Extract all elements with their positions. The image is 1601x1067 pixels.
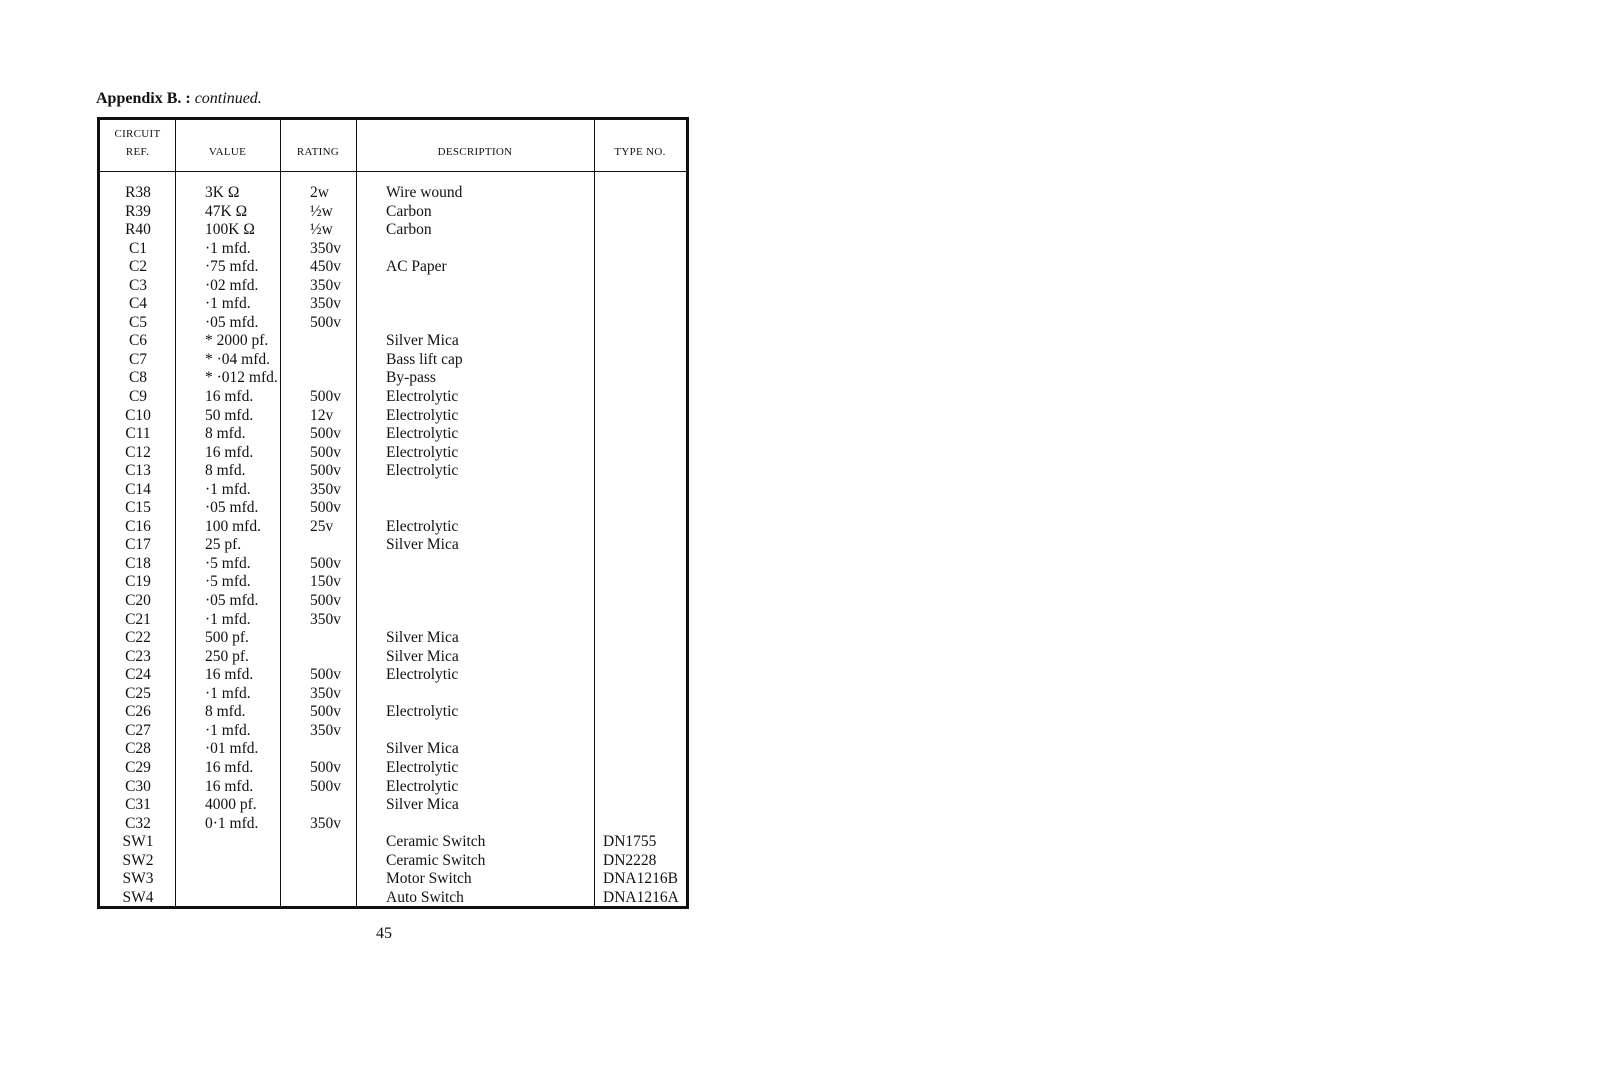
cell-type-no: DN2228 xyxy=(603,851,657,869)
cell-rating: 450v xyxy=(310,258,341,276)
cell-description: Electrolytic xyxy=(386,462,459,480)
cell-rating: 350v xyxy=(310,239,341,257)
table-row xyxy=(100,852,686,871)
header-type-no-label: TYPE NO. xyxy=(614,146,666,158)
cell-circuit-ref: C3 xyxy=(128,276,148,294)
table-row xyxy=(100,184,686,203)
cell-value: ·1 mfd. xyxy=(205,610,251,628)
cell-circuit-ref: C30 xyxy=(125,777,151,795)
cell-description: Ceramic Switch xyxy=(386,851,486,869)
header-value xyxy=(175,120,280,171)
cell-circuit-ref: SW2 xyxy=(122,851,154,869)
cell-type-no: DNA1216A xyxy=(603,888,679,906)
cell-circuit-ref: C19 xyxy=(125,573,151,591)
table-row xyxy=(100,277,686,296)
cell-circuit-ref: C17 xyxy=(125,536,151,554)
table-row xyxy=(100,870,686,889)
table-row xyxy=(100,462,686,481)
cell-description: Carbon xyxy=(386,202,432,220)
cell-description: Ceramic Switch xyxy=(386,833,486,851)
table-row xyxy=(100,629,686,648)
continued-note: continued. xyxy=(194,90,262,107)
table-row xyxy=(100,369,686,388)
cell-rating: 500v xyxy=(310,758,341,776)
cell-value: ·1 mfd. xyxy=(205,684,251,702)
table-row xyxy=(100,314,686,333)
header-type-no xyxy=(594,120,686,171)
cell-value: 16 mfd. xyxy=(205,666,254,684)
cell-value: 16 mfd. xyxy=(205,758,254,776)
cell-circuit-ref: C13 xyxy=(125,462,151,480)
cell-circuit-ref: C8 xyxy=(128,369,148,387)
cell-value: 100K Ω xyxy=(205,221,255,239)
header-rating xyxy=(280,120,356,171)
table-row xyxy=(100,444,686,463)
cell-circuit-ref: C2 xyxy=(128,258,148,276)
cell-rating: 25v xyxy=(310,517,334,535)
cell-description: Electrolytic xyxy=(386,406,459,424)
table-row xyxy=(100,759,686,778)
header-description-label: DESCRIPTION xyxy=(437,146,513,158)
cell-rating: 500v xyxy=(310,425,341,443)
cell-description: Electrolytic xyxy=(386,517,459,535)
table-row xyxy=(100,648,686,667)
table-row xyxy=(100,203,686,222)
cell-rating: 350v xyxy=(310,276,341,294)
cell-value: 16 mfd. xyxy=(205,388,254,406)
cell-value: ·5 mfd. xyxy=(205,573,251,591)
cell-description: Electrolytic xyxy=(386,703,459,721)
cell-rating: 500v xyxy=(310,703,341,721)
header-circuit-ref xyxy=(100,120,175,171)
cell-circuit-ref: C31 xyxy=(125,796,151,814)
cell-rating: 500v xyxy=(310,592,341,610)
table-row xyxy=(100,666,686,685)
cell-value: ·05 mfd. xyxy=(205,592,259,610)
table-row xyxy=(100,258,686,277)
cell-rating: 150v xyxy=(310,573,341,591)
cell-value: ·01 mfd. xyxy=(205,740,259,758)
cell-circuit-ref: C6 xyxy=(128,332,148,350)
cell-rating: 12v xyxy=(310,406,334,424)
cell-rating: 350v xyxy=(310,814,341,832)
table-row xyxy=(100,703,686,722)
cell-rating: 500v xyxy=(310,462,341,480)
header-rating-label: RATING xyxy=(296,146,340,158)
cell-value: 47K Ω xyxy=(205,202,248,220)
cell-circuit-ref: SW4 xyxy=(122,888,154,906)
cell-type-no: DN1755 xyxy=(603,833,657,851)
cell-rating: 350v xyxy=(310,480,341,498)
table-row xyxy=(100,778,686,797)
cell-rating: 500v xyxy=(310,313,341,331)
cell-description: Silver Mica xyxy=(386,332,459,350)
table-row xyxy=(100,351,686,370)
cell-rating: 500v xyxy=(310,666,341,684)
cell-rating: ½w xyxy=(310,202,333,220)
cell-description: Motor Switch xyxy=(386,870,472,888)
cell-circuit-ref: C32 xyxy=(125,814,151,832)
cell-rating: 2w xyxy=(310,184,329,201)
cell-circuit-ref: C7 xyxy=(128,350,148,368)
table-row xyxy=(100,499,686,518)
cell-description: Carbon xyxy=(386,221,432,239)
cell-value: 8 mfd. xyxy=(205,703,246,721)
components-table xyxy=(97,117,689,909)
cell-value: 4000 pf. xyxy=(205,796,257,814)
cell-circuit-ref: C10 xyxy=(125,406,151,424)
table-row xyxy=(100,611,686,630)
cell-value: ·1 mfd. xyxy=(205,480,251,498)
cell-circuit-ref: C26 xyxy=(125,703,151,721)
cell-value: ·1 mfd. xyxy=(205,295,251,313)
cell-rating: 350v xyxy=(310,610,341,628)
cell-circuit-ref: C15 xyxy=(125,499,151,517)
cell-rating: 350v xyxy=(310,721,341,739)
cell-value: 250 pf. xyxy=(205,647,249,665)
table-row xyxy=(100,407,686,426)
cell-circuit-ref: C5 xyxy=(128,313,148,331)
cell-value: ·02 mfd. xyxy=(205,276,259,294)
cell-value: ·05 mfd. xyxy=(205,313,259,331)
table-body xyxy=(100,184,686,907)
cell-description: Electrolytic xyxy=(386,666,459,684)
table-row xyxy=(100,240,686,259)
cell-circuit-ref: C23 xyxy=(125,647,151,665)
cell-description: Electrolytic xyxy=(386,443,459,461)
cell-circuit-ref: C27 xyxy=(125,721,151,739)
cell-description: Silver Mica xyxy=(386,796,459,814)
cell-rating: 500v xyxy=(310,777,341,795)
cell-circuit-ref: R40 xyxy=(125,221,151,239)
cell-description: Bass lift cap xyxy=(386,350,463,368)
cell-rating: ½w xyxy=(310,221,333,239)
header-circuit-ref-line2: REF. xyxy=(125,146,150,158)
cell-circuit-ref: C21 xyxy=(125,610,151,628)
cell-rating: 500v xyxy=(310,443,341,461)
cell-description: Silver Mica xyxy=(386,536,459,554)
cell-type-no: DNA1216B xyxy=(603,870,678,888)
page-heading xyxy=(96,90,262,108)
cell-circuit-ref: C1 xyxy=(128,239,148,257)
cell-circuit-ref: C24 xyxy=(125,666,151,684)
cell-description: AC Paper xyxy=(386,258,447,276)
table-row xyxy=(100,740,686,759)
cell-rating: 350v xyxy=(310,684,341,702)
cell-value: * 2000 pf. xyxy=(205,332,269,350)
table-row xyxy=(100,332,686,351)
cell-value: ·1 mfd. xyxy=(205,721,251,739)
cell-value: 8 mfd. xyxy=(205,462,246,480)
table-row xyxy=(100,796,686,815)
cell-circuit-ref: R39 xyxy=(125,202,151,220)
cell-value: 8 mfd. xyxy=(205,425,246,443)
cell-circuit-ref: C20 xyxy=(125,592,151,610)
cell-circuit-ref: C25 xyxy=(125,684,151,702)
cell-value: * ·04 mfd. xyxy=(205,350,271,368)
cell-value: 100 mfd. xyxy=(205,517,261,535)
cell-circuit-ref: C12 xyxy=(125,443,151,461)
cell-circuit-ref: C29 xyxy=(125,758,151,776)
header-circuit-ref-line1: CIRCUIT xyxy=(114,128,161,140)
table-row xyxy=(100,722,686,741)
table-row xyxy=(100,685,686,704)
table-row xyxy=(100,295,686,314)
cell-description: Silver Mica xyxy=(386,629,459,647)
cell-value: 0·1 mfd. xyxy=(205,814,259,832)
cell-description: By-pass xyxy=(386,369,436,387)
table-row xyxy=(100,221,686,240)
cell-value: ·5 mfd. xyxy=(205,554,251,572)
cell-circuit-ref: C4 xyxy=(128,295,148,313)
table-row xyxy=(100,536,686,555)
cell-value: 3K Ω xyxy=(205,184,240,201)
table-row xyxy=(100,481,686,500)
cell-value: ·75 mfd. xyxy=(205,258,259,276)
cell-description: Auto Switch xyxy=(386,888,464,906)
cell-description: Silver Mica xyxy=(386,647,459,665)
cell-description: Silver Mica xyxy=(386,740,459,758)
cell-value: * ·012 mfd. xyxy=(205,369,278,387)
cell-circuit-ref: SW3 xyxy=(122,870,154,888)
cell-circuit-ref: C11 xyxy=(125,425,151,443)
cell-value: 16 mfd. xyxy=(205,443,254,461)
cell-value: 50 mfd. xyxy=(205,406,254,424)
table-row xyxy=(100,592,686,611)
cell-circuit-ref: C22 xyxy=(125,629,151,647)
cell-description: Wire wound xyxy=(386,184,463,201)
cell-rating: 500v xyxy=(310,388,341,406)
cell-rating: 500v xyxy=(310,554,341,572)
cell-circuit-ref: C16 xyxy=(125,517,151,535)
cell-description: Electrolytic xyxy=(386,425,459,443)
cell-description: Electrolytic xyxy=(386,777,459,795)
cell-circuit-ref: C14 xyxy=(125,480,151,498)
table-row xyxy=(100,518,686,537)
cell-circuit-ref: R38 xyxy=(125,184,151,201)
table-row xyxy=(100,815,686,834)
cell-value: ·1 mfd. xyxy=(205,239,251,257)
appendix-label: Appendix B. : xyxy=(96,90,191,107)
cell-circuit-ref: C28 xyxy=(125,740,151,758)
cell-value: 500 pf. xyxy=(205,629,249,647)
cell-rating: 500v xyxy=(310,499,341,517)
table-row xyxy=(100,573,686,592)
cell-description: Electrolytic xyxy=(386,758,459,776)
header-value-label: VALUE xyxy=(208,146,247,158)
cell-value: 25 pf. xyxy=(205,536,242,554)
header-description xyxy=(356,120,594,171)
cell-value: 16 mfd. xyxy=(205,777,254,795)
table-row xyxy=(100,425,686,444)
table-row xyxy=(100,555,686,574)
cell-rating: 350v xyxy=(310,295,341,313)
table-row xyxy=(100,833,686,852)
header-rule xyxy=(100,171,686,172)
cell-description: Electrolytic xyxy=(386,388,459,406)
table-row xyxy=(100,889,686,908)
cell-circuit-ref: C9 xyxy=(128,388,148,406)
cell-circuit-ref: C18 xyxy=(125,554,151,572)
cell-value: ·05 mfd. xyxy=(205,499,259,517)
page-number: 45 xyxy=(376,925,392,942)
cell-circuit-ref: SW1 xyxy=(122,833,154,851)
table-row xyxy=(100,388,686,407)
